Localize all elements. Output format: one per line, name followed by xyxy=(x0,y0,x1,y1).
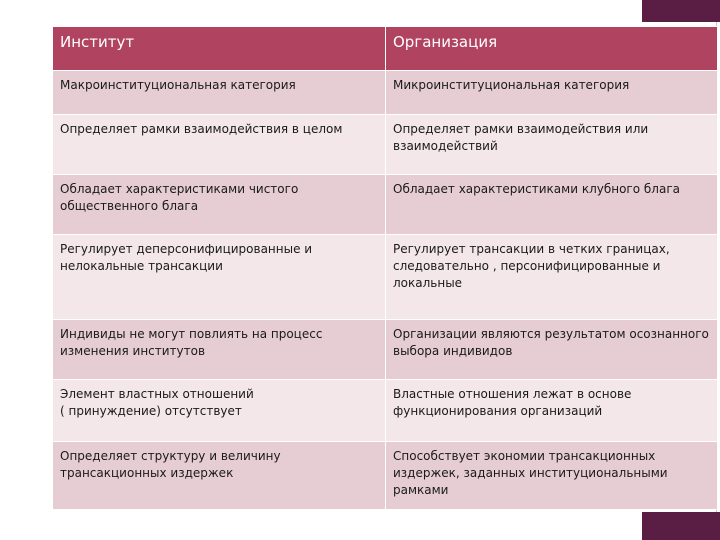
cell-institute: Определяет структуру и величину трансакционных издержек xyxy=(53,442,386,510)
cell-institute: Регулирует деперсонифицированные и нелокальные трансакции xyxy=(53,235,386,320)
cell-organization: Властные отношения лежат в основе функционирования организаций xyxy=(386,380,718,442)
cell-organization: Обладает характеристиками клубного блага xyxy=(386,175,718,235)
comparison-table xyxy=(52,26,718,510)
table-row xyxy=(53,175,718,235)
corner-accent-top xyxy=(642,0,720,22)
corner-accent-bottom xyxy=(642,512,720,540)
cell-institute: Макроинституциональная категория xyxy=(53,71,386,115)
table-row xyxy=(53,442,718,510)
cell-institute: Обладает характеристиками чистого общественного блага xyxy=(53,175,386,235)
table-row xyxy=(53,235,718,320)
cell-institute: Индивиды не могут повлиять на процесс изменения институтов xyxy=(53,320,386,380)
table-row xyxy=(53,115,718,175)
cell-organization: Микроинституциональная категория xyxy=(386,71,718,115)
cell-organization: Способствует экономии трансакционных издержек, заданных институциональными рамками xyxy=(386,442,718,510)
table-row xyxy=(53,320,718,380)
table-row xyxy=(53,71,718,115)
header-organization: Организация xyxy=(386,27,718,71)
cell-organization: Определяет рамки взаимодействия или взаимодействий xyxy=(386,115,718,175)
cell-organization: Организации являются результатом осознанного выбора индивидов xyxy=(386,320,718,380)
cell-institute: Определяет рамки взаимодействия в целом xyxy=(53,115,386,175)
table-header-row xyxy=(53,27,718,71)
cell-institute: Элемент властных отношений ( принуждение) отсутствует xyxy=(53,380,386,442)
cell-organization: Регулирует трансакции в четких границах, следовательно , персонифицированные и локальные xyxy=(386,235,718,320)
header-institute: Институт xyxy=(53,27,386,71)
table-row xyxy=(53,380,718,442)
